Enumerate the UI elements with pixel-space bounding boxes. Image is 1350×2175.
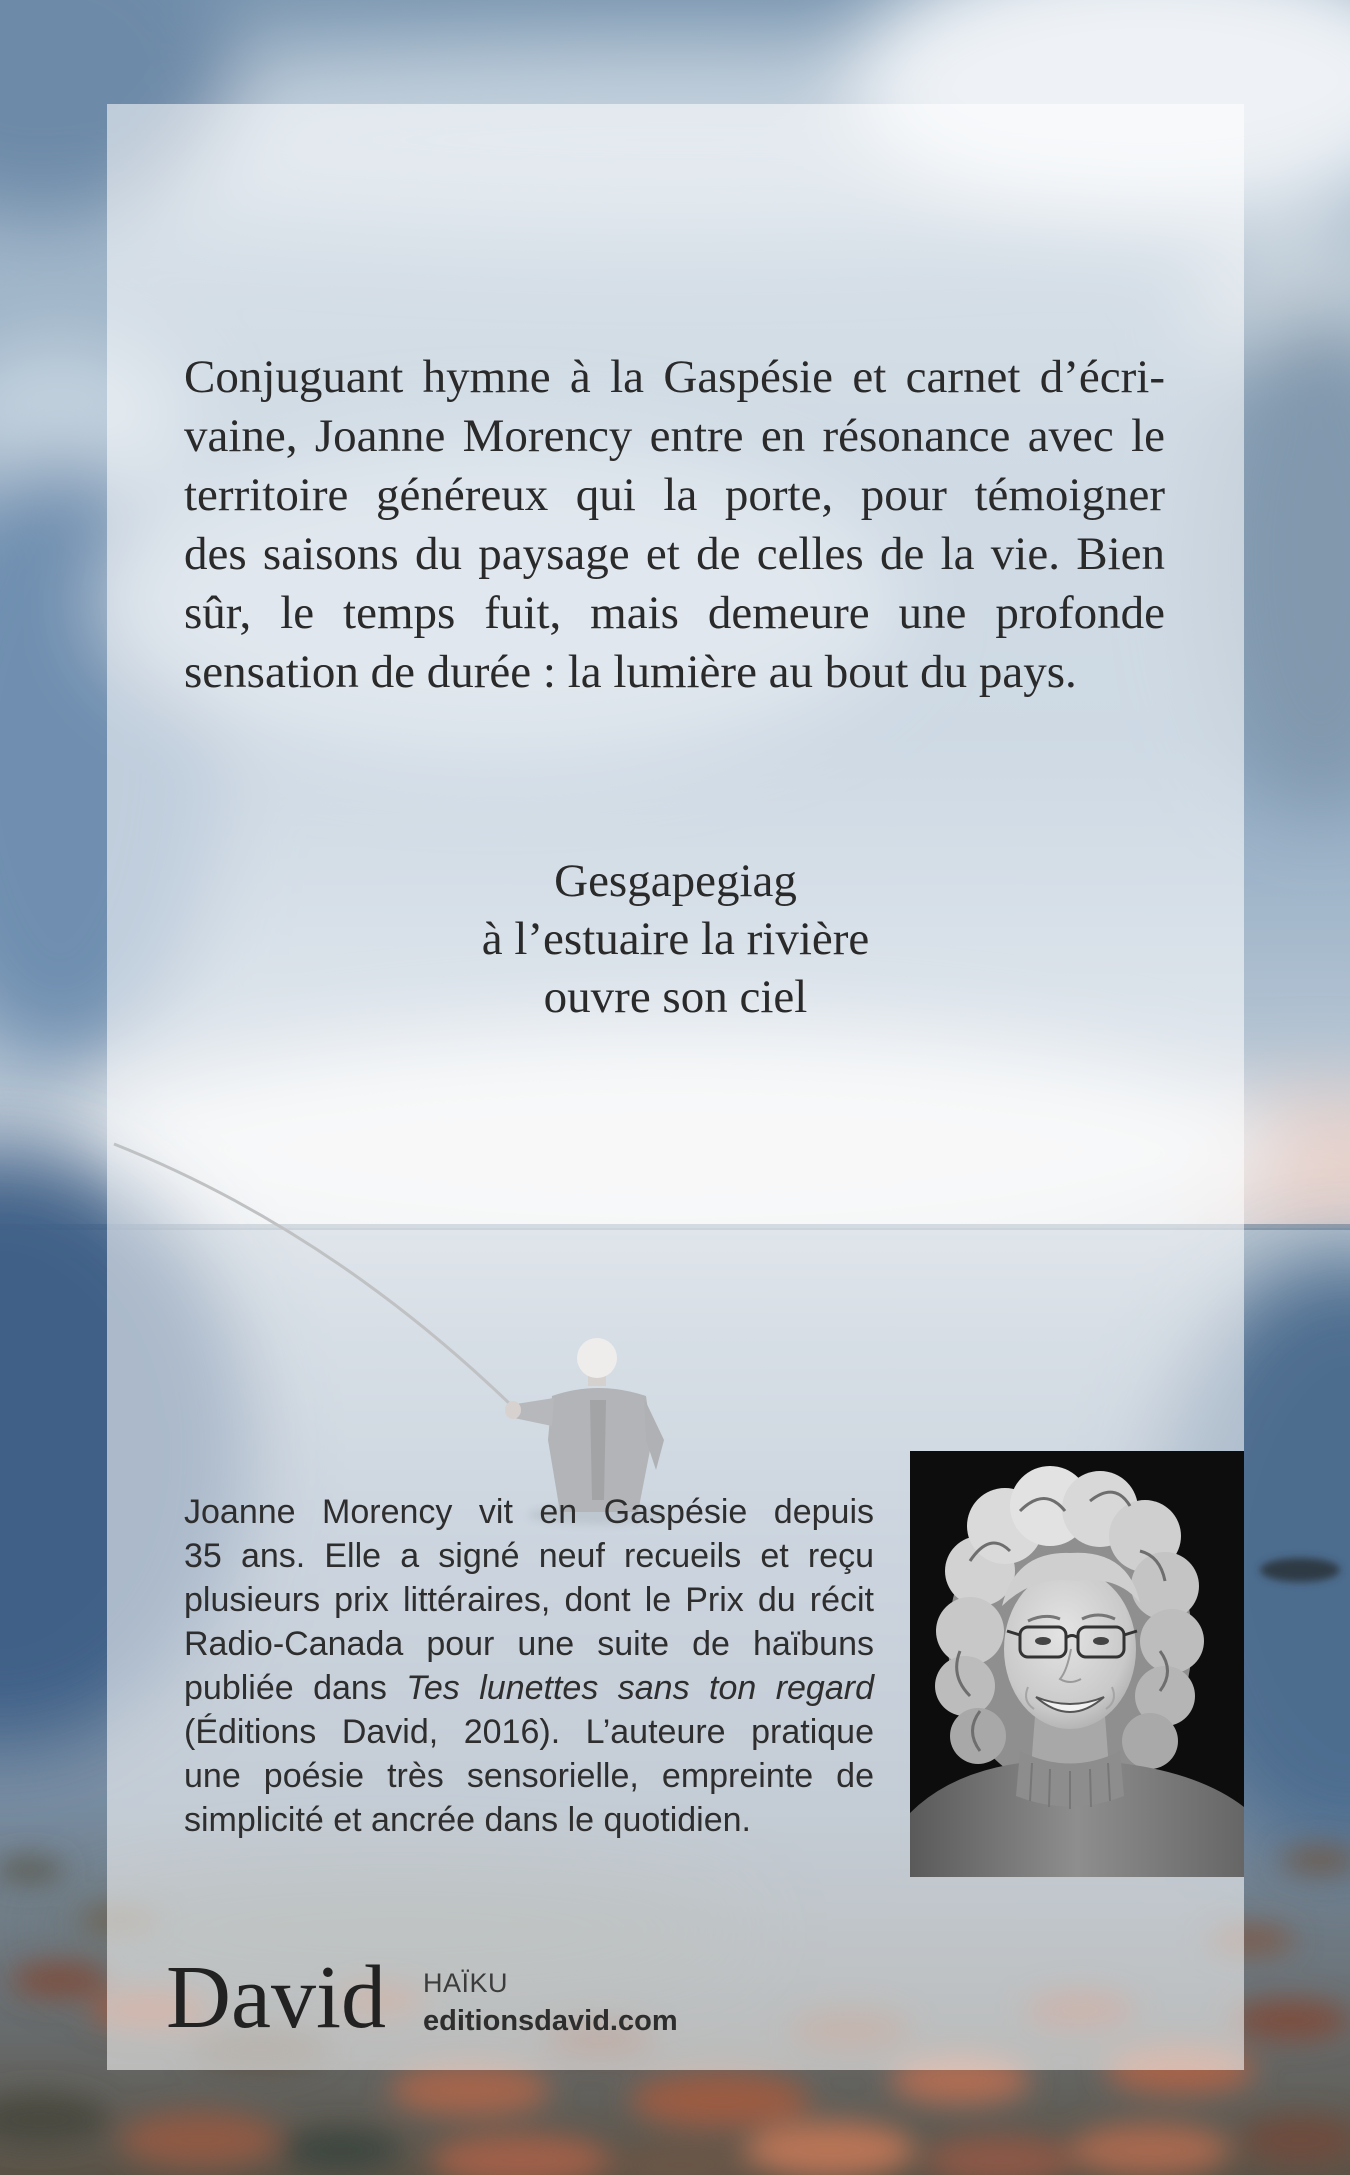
blurb-line: sensation de durée : la lumière au bout du pays. [184,646,1077,698]
bio-line: une poésie très sensorielle, empreinte de [184,1757,874,1795]
blurb-line: sûr, le temps fuit, mais demeure une profonde [184,587,1165,639]
author-photo [910,1451,1244,1877]
blurb-line: vaine, Joanne Morency entre en résonance avec le [184,410,1165,462]
author-portrait-icon [910,1451,1244,1877]
bio-line: (Éditions David, 2016). L’auteure pratique [184,1713,874,1751]
author-bio [184,1490,874,1842]
rock [1260,1558,1340,1582]
blurb-line: Conjuguant hymne à la Gaspésie et carnet d’écri- [184,351,1165,403]
bio-line: simplicité et ancrée dans le quotidien. [184,1801,751,1839]
haiku-line: ouvre son ciel [543,971,808,1023]
bio-line: Joanne Morency vit en Gaspésie depuis [184,1493,874,1531]
blurb-line: territoire généreux qui la porte, pour témoigner [184,469,1165,521]
haiku [107,852,1244,1026]
publisher-website[interactable]: editionsdavid.com [423,2005,678,2037]
blurb [184,348,1165,702]
bio-line [184,1666,874,1710]
publisher-logo: David [166,1948,386,2047]
bio-line: Radio-Canada pour une suite de haïbuns [184,1625,874,1663]
bio-line: plusieurs prix littéraires, dont le Prix du récit [184,1581,874,1619]
book-title: Tes lunettes sans ton regard [406,1669,874,1707]
haiku-line: à l’estuaire la rivière [481,913,870,965]
haiku-line: Gesgapegiag [554,855,797,907]
blurb-line: des saisons du paysage et de celles de la vie. Bien [184,528,1165,580]
bio-line-prefix: publiée dans [184,1669,407,1707]
bio-line: 35 ans. Elle a signé neuf recueils et reçu [184,1537,874,1575]
collection-label: HAÏKU [423,1968,509,1998]
